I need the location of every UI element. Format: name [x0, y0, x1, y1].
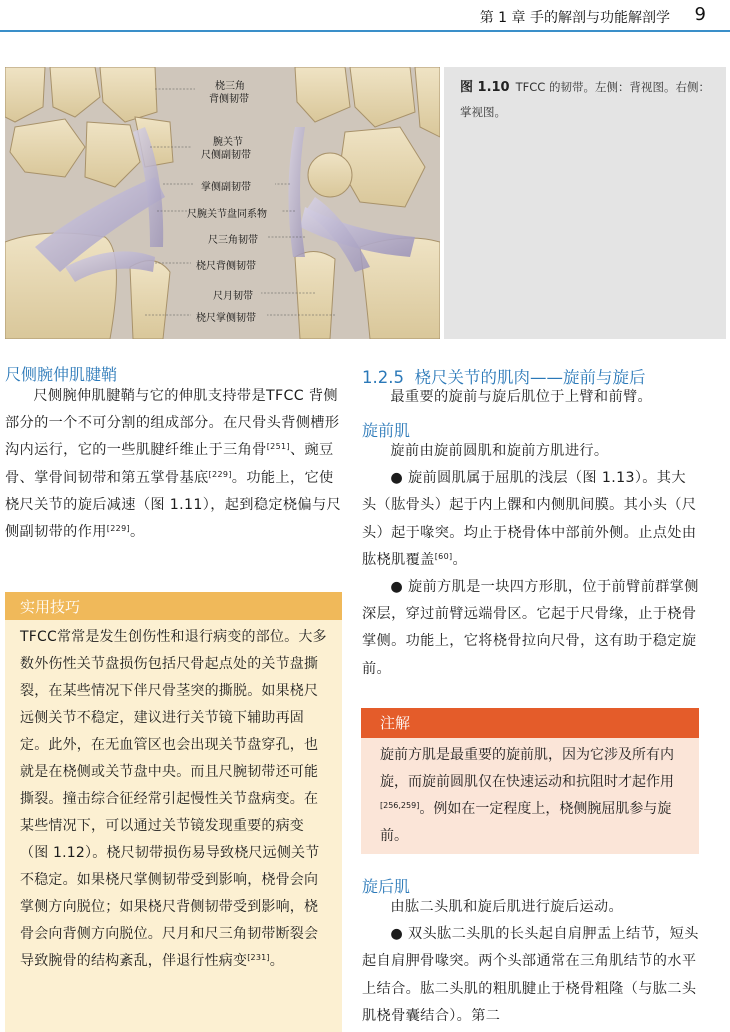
section-number: 1.2.5 — [362, 368, 404, 387]
header-rule — [0, 30, 730, 32]
pronators-intro: 旋前由旋前圆肌和旋前方肌进行。 — [390, 443, 609, 459]
ecu-paragraph — [5, 383, 342, 546]
ref-60: [60] — [434, 551, 453, 561]
tips-text — [20, 624, 332, 975]
anatomy-figure — [5, 67, 440, 339]
label-palmar-radioulnar: 桡尺掌侧韧带 — [196, 313, 256, 324]
label-meniscus-homologue: 尺腕关节盘同系物 — [187, 209, 267, 220]
figure-number: 图 1.10 — [460, 80, 510, 95]
label-wrist-joint: 腕关节 — [213, 137, 243, 148]
label-radiotriquetral-1: 桡三角 — [215, 81, 245, 92]
label-radiotriquetral-2: 背侧韧带 — [209, 94, 249, 105]
page-number: 9 — [694, 4, 706, 25]
ecu-text-4: 。 — [130, 524, 145, 541]
supinators-intro: 由肱二头肌和旋后肌进行旋后运动。 — [390, 899, 623, 915]
intro-text: 最重要的旋前与旋后肌位于上臂和前臂。 — [390, 389, 653, 405]
note-paragraph: 旋前方肌是最重要的旋前肌，因为它涉及所有内旋，而旋前圆肌仅在快速运动和抗阻时才起作用 — [380, 747, 674, 790]
ecu-text-3: 。功能上，它使桡尺关节的旋后减速（图 1.11），起到稳定桡偏与尺侧副韧带的作用 — [5, 469, 342, 541]
figure-caption — [460, 75, 714, 124]
figure-caption-text: TFCC 的韧带。左侧：背视图。右侧：掌视图。 — [460, 80, 710, 119]
ref-231: [231] — [247, 953, 270, 962]
ref-229b: [229] — [106, 524, 131, 534]
note-title: 注解 — [380, 714, 411, 732]
ref-256-259: [256,259] — [380, 801, 420, 810]
chapter-title: 第 1 章 手的解剖与功能解剖学 — [479, 10, 670, 26]
tips-paragraph: TFCC常常是发生创伤性和退行病变的部位。大多数外伤性关节盘损伤包括尺骨起点处的关节盘撕裂，在某些情况下伴尺骨茎突的撕脱。如果桡尺远侧关节不稳定，建议进行关节镜下辅助再固定。此外，在无血管区也会出现关节盘穿孔，也就是在桡侧或关节盘中央。而且尺腕韧带还可能撕裂。撞击综合征经常引起慢性关节盘病变。在某些情况下，可以通过关节镜发现重要的病变（图 1.12）。桡尺韧带损伤易导致桡尺远侧关节不稳定。如果桡尺掌侧韧带受到影响，桡骨会向掌侧方向脱位；如果桡尺背侧韧带受到影响，桡骨会向背侧方向脱位。尺月和尺三角韧带断裂会导致腕骨的结构紊乱，伴退行性病变 — [20, 629, 327, 969]
supinators-text — [362, 894, 700, 1030]
supinators-heading: 旋后肌 — [362, 877, 411, 896]
label-palmar-collateral: 掌侧副韧带 — [201, 182, 251, 193]
tips-title: 实用技巧 — [20, 598, 81, 616]
biceps-text: ● 双头肱二头肌的长头起自肩胛盂上结节，短头起自肩胛骨喙突。两个头部通常在三角肌结节的水平上结合。肱二头肌的粗肌腱止于桡骨粗隆（与肱二头肌桡骨囊结合）。第二 — [362, 926, 699, 1024]
right-intro — [362, 384, 700, 411]
ref-251: [251] — [266, 442, 290, 452]
pronators-text — [362, 438, 700, 683]
label-ulnar-collateral: 尺侧副韧带 — [201, 150, 251, 161]
section-title: 桡尺关节的肌肉——旋前与旋后 — [414, 368, 646, 387]
note-header — [361, 708, 699, 738]
ecu-text-1: 尺侧腕伸肌腱鞘与它的伸肌支持带是TFCC 背侧部分的一个不可分割的组成部分。在尺骨头背侧槽形沟内运行，它的一些肌腱纤维止于三角骨 — [5, 388, 340, 459]
pronator-teres-text: ● 旋前圆肌属于屈肌的浅层（图 1.13）。其大头（肱骨头）起于内上髁和内侧肌间膜。其小头（尺头）起于喙突。均止于桡骨体中部前外侧。止点处由肱桡肌覆盖 — [362, 470, 697, 568]
note-end: 。例如在一定程度上，桡侧腕屈肌参与旋前。 — [380, 801, 672, 844]
pronator-teres-end: 。 — [452, 551, 468, 568]
ecu-sheath-heading: 尺侧腕伸肌腱鞘 — [5, 365, 118, 384]
ecu-text-2: 、豌豆骨、掌骨间韧带和第五掌骨基底 — [5, 442, 334, 486]
pronator-quadratus-text: ● 旋前方肌是一块四方形肌，位于前臂前群掌侧深层，穿过前臂远端骨区。它起于尺骨缘，止于桡骨掌侧。功能上，它将桡骨拉向尺骨，这有助于稳定旋前。 — [362, 579, 699, 677]
tips-end: 。 — [269, 953, 284, 969]
label-ulnolunate: 尺月韧带 — [213, 291, 253, 302]
note-text — [380, 742, 685, 850]
pronators-heading: 旋前肌 — [362, 421, 411, 440]
ref-229a: [229] — [208, 469, 232, 479]
label-dorsal-radioulnar: 桡尺背侧韧带 — [196, 261, 256, 272]
label-ulnotriquetral: 尺三角韧带 — [208, 235, 258, 246]
page-header — [0, 0, 730, 32]
